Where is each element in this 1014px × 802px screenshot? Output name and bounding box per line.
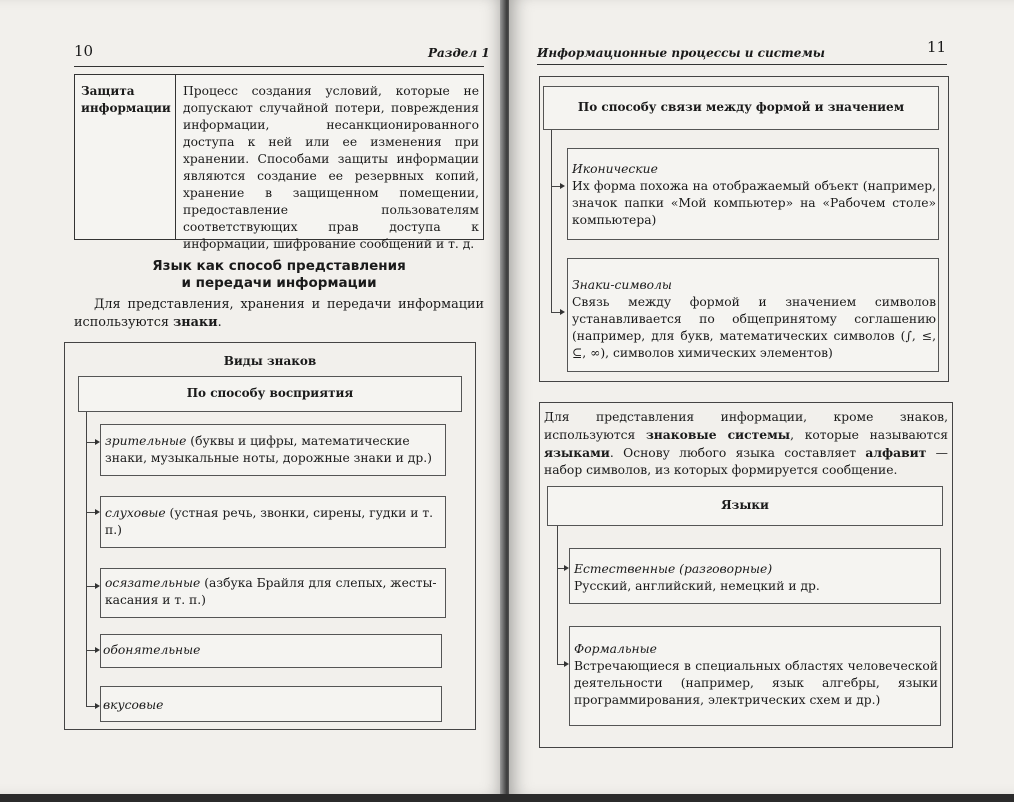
table-term: Защита информации xyxy=(81,84,171,115)
table-definition: Процесс создания условий, которые не допускают случайной потери, повреждения информации, несанкционированного доступа к ней или ее изменения при хранении. Способами защиты информации являются создание ее резервных копий, хранение в защищенном помещении, предоставление пользователям соответствующих прав доступа к информации, шифрование сообщений и т. д. xyxy=(183,84,479,251)
language-type-box xyxy=(569,626,941,726)
connector-line xyxy=(557,526,558,664)
sign-class-desc: Их форма похожа на отображаемый объект (например, значок папки «Мой компьютер» на «Рабочем столе» компьютера) xyxy=(572,179,936,227)
sign-type-term: вкусовые xyxy=(103,698,164,712)
languages-title-box xyxy=(547,486,943,526)
intro-bold-term: знаки xyxy=(173,315,218,330)
page-number: 11 xyxy=(927,38,947,56)
language-type-desc: Русский, английский, немецкий и др. xyxy=(574,579,820,593)
sign-type-box xyxy=(100,634,442,668)
language-type-desc: Встречающиеся в специальных областях человеческой деятельности (например, язык алгебры, языки программирования, электрических схем и др.) xyxy=(574,659,938,707)
sign-class-box xyxy=(567,258,939,372)
connector-line xyxy=(551,130,552,312)
sign-type-text xyxy=(105,433,441,467)
sign-class-box xyxy=(567,148,939,240)
category-box xyxy=(543,86,939,130)
para-text: Для представления информации, кроме знаков, используются xyxy=(544,410,948,442)
category-box xyxy=(78,376,462,412)
connector-line xyxy=(86,412,87,707)
running-head: Раздел 1 xyxy=(428,46,490,60)
right-page xyxy=(509,0,1014,794)
para-bold-term: знаковые системы xyxy=(645,427,791,442)
definition-table xyxy=(74,74,484,251)
section-title-line2: и передачи информации xyxy=(181,275,377,291)
sign-type-desc: (устная речь, звонки, сирены, гудки и т. п.) xyxy=(105,506,434,537)
diagram-title: Виды знаков xyxy=(223,354,317,368)
arrow-icon xyxy=(560,309,565,315)
sign-class-term: Иконические xyxy=(572,162,658,176)
language-type-box xyxy=(569,548,941,604)
para-bold-term: языками xyxy=(544,445,610,460)
table-divider xyxy=(175,75,176,239)
sign-type-term: слуховые xyxy=(105,506,166,520)
language-type-term: Естественные (разговорные) xyxy=(574,562,773,576)
sign-type-term: обонятельные xyxy=(103,643,201,657)
arrow-icon xyxy=(560,183,565,189)
intro-text-end: . xyxy=(217,315,222,330)
book-bottom-edge xyxy=(0,794,1014,802)
sign-type-desc: (буквы и цифры, математические знаки, музыкальные ноты, дорожные знаки и др.) xyxy=(105,434,432,465)
header-rule xyxy=(74,66,484,67)
sign-class-desc: Связь между формой и значением символов устанавливается по общепринятому соглашению (например, для букв, математических символов (∫, ≤, ⊆, ∞), символов химических элементов) xyxy=(572,295,936,360)
sign-type-term: зрительные xyxy=(105,434,187,448)
para-text: , которые называются xyxy=(790,428,949,442)
para-text: — набор символов, из которых формируется сообщение. xyxy=(544,446,948,477)
languages-title: Языки xyxy=(721,498,769,512)
intro-text: Для представления, хранения и передачи информации используются xyxy=(74,297,484,330)
languages-paragraph xyxy=(544,409,948,479)
section-title-line1: Язык как способ представления xyxy=(152,258,406,274)
sign-type-text xyxy=(105,575,441,609)
category-label: По способу связи между формой и значением xyxy=(577,100,905,114)
sign-class-term: Знаки-символы xyxy=(572,278,672,292)
language-type-term: Формальные xyxy=(574,642,657,656)
sign-type-text xyxy=(105,505,441,539)
sign-type-term: осязательные xyxy=(105,576,201,590)
sign-type-box xyxy=(100,686,442,722)
header-rule xyxy=(537,64,947,65)
left-page xyxy=(0,0,505,794)
sign-type-box xyxy=(100,568,446,618)
para-text: . Основу любого языка составляет xyxy=(609,446,866,460)
running-head: Информационные процессы и системы xyxy=(537,46,825,60)
category-label: По способу восприятия xyxy=(186,386,354,400)
section-title xyxy=(74,258,484,292)
sign-type-desc: (азбука Брайля для слепых, жесты-касания и т. п.) xyxy=(105,576,437,607)
page-number: 10 xyxy=(74,42,94,60)
sign-type-box xyxy=(100,496,446,548)
para-bold-term: алфавит xyxy=(865,445,927,460)
sign-type-box xyxy=(100,424,446,476)
intro-paragraph xyxy=(74,296,484,332)
